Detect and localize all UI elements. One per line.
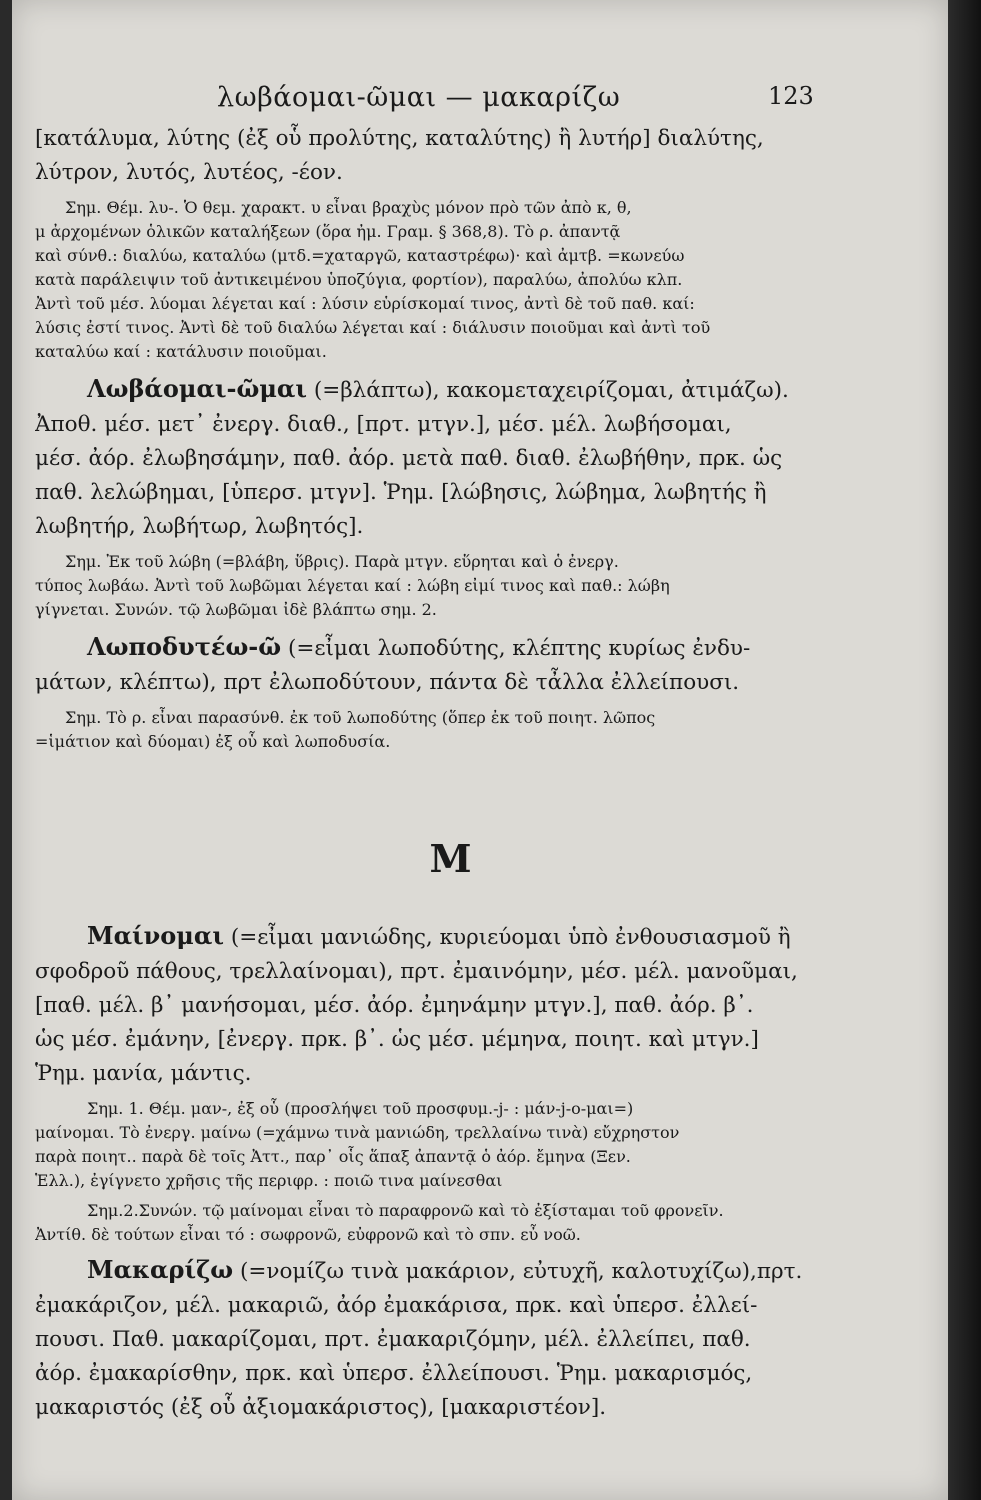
note-line: καταλύω καί : κατάλυσιν ποιοῦμαι.	[35, 342, 327, 361]
entry-first-line	[35, 1253, 865, 1289]
running-head: λωβάομαι-ῶμαι — μακαρίζω	[217, 82, 621, 113]
note-line: Σημ. 1. Θέμ. μαν-, ἐξ οὗ (προσλήψει τοῦ προσφυμ.-j- : μάν-j-ο-μαι=)	[87, 1099, 634, 1118]
entry-luo-continuation	[35, 122, 865, 364]
headword: Μαίνομαι	[87, 921, 224, 950]
entry-line: λύτρον, λυτός, λυτέος, -έον.	[35, 160, 343, 185]
note-line: μαίνομαι. Τὸ ἐνεργ. μαίνω (=χάμνω τινὰ μανιώδη, τρελλαίνω τινὰ) εὔχρηστον	[35, 1123, 680, 1142]
note-line: Σημ. Θέμ. λυ-. Ὁ θεμ. χαρακτ. υ εἶναι βραχὺς μόνον πρὸ τῶν ἀπὸ κ, θ,	[65, 198, 632, 217]
scan-right-edge	[948, 0, 981, 1500]
note-line: καὶ σύνθ.: διαλύω, καταλύω (μτδ.=χαταργῶ, καταστρέφω)· καὶ ἀμτβ. =κωνεύω	[35, 246, 685, 265]
entry-line: Ἀποθ. μέσ. μετ᾽ ἐνεργ. διαθ., [πρτ. μτγν.], μέσ. μέλ. λωβήσομαι,	[35, 412, 732, 437]
entry-line: (=εἶμαι μανιώδης, κυριεύομαι ὑπὸ ἐνθουσιασμοῦ ἢ	[230, 925, 791, 950]
entry-line: (=νομίζω τινὰ μακάριον, εὐτυχῆ, καλοτυχίζω),πρτ.	[239, 1259, 803, 1284]
entry-line: μάτων, κλέπτω), πρτ ἐλωποδύτουν, πάντα δὲ τἆλλα ἐλλείπουσι.	[35, 670, 740, 695]
note-line: Σημ.2.Συνών. τῷ μαίνομαι εἶναι τὸ παραφρονῶ καὶ τὸ ἐξίσταμαι τοῦ φρονεῖν.	[87, 1201, 724, 1220]
scan-left-edge	[0, 0, 12, 1500]
note-line: Ἀντὶ τοῦ μέσ. λύομαι λέγεται καί : λύσιν εὑρίσκομαί τινος, ἀντὶ δὲ τοῦ παθ. καί:	[35, 294, 695, 313]
entry-lopodyteo	[35, 630, 865, 754]
note-line: Σημ. Τὸ ρ. εἶναι παρασύνθ. ἐκ τοῦ λωποδύτης (ὅπερ ἐκ τοῦ ποιητ. λῶπος	[65, 708, 656, 727]
entry-line: μέσ. ἀόρ. ἐλωβησάμην, παθ. ἀόρ. μετὰ παθ. διαθ. ἐλωβήθην, πρκ. ὡς	[35, 446, 783, 471]
entry-first-line	[35, 919, 865, 955]
note-line: γίγνεται. Συνών. τῷ λωβῶμαι ἰδὲ βλάπτω σημ. 2.	[35, 600, 437, 619]
entry-makarizo	[35, 1253, 865, 1425]
entry-line: [κατάλυμα, λύτης (ἐξ οὗ προλύτης, καταλύτης) ἢ λυτήρ] διαλύτης,	[35, 126, 764, 151]
note-line: κατὰ παράλειψιν τοῦ ἀντικειμένου ὑποζύγια, φορτίον), παραλύω, ἀπολύω κλπ.	[35, 270, 683, 289]
entry-line: (=βλάπτω), κακομεταχειρίζομαι, ἀτιμάζω).	[313, 378, 789, 403]
note-line: Ἀντίθ. δὲ τούτων εἶναι τό : σωφρονῶ, εὐφρονῶ καὶ τὸ σπν. εὖ νοῶ.	[35, 1225, 581, 1244]
page-body	[35, 122, 865, 1425]
entry-line: σφοδροῦ πάθους, τρελλαίνομαι), πρτ. ἐμαινόμην, μέσ. μέλ. μανοῦμαι,	[35, 959, 798, 984]
entry-line: παθ. λελώβημαι, [ὑπερσ. μτγν]. Ῥημ. [λώβησις, λώβημα, λωβητής ἢ	[35, 480, 767, 505]
entry-line: ἐμακάριζον, μέλ. μακαριῶ, ἀόρ ἐμακάρισα, πρκ. καὶ ὑπερσ. ἐλλεί-	[35, 1293, 758, 1318]
headword: Λωβάομαι-ῶμαι	[87, 374, 307, 403]
note-line: τύπος λωβάω. Ἀντὶ τοῦ λωβῶμαι λέγεται καί : λώβη εἰμί τινος καὶ παθ.: λώβη	[35, 576, 670, 595]
section-letter: M	[429, 836, 471, 881]
entry-line: πουσι. Παθ. μακαρίζομαι, πρτ. ἐμακαριζόμην, μέλ. ἐλλείπει, παθ.	[35, 1327, 751, 1352]
note-line: παρὰ ποιητ.. παρὰ δὲ τοῖς Ἀττ., παρ᾽ οἷς ἅπαξ ἀπαντᾷ ὁ ἀόρ. ἔμηνα (Ξεν.	[35, 1147, 631, 1166]
entry-line: Ῥημ. μανία, μάντις.	[35, 1061, 252, 1086]
page-header	[12, 82, 948, 122]
entry-first-line	[35, 372, 865, 408]
note-line: Ἑλλ.), ἐγίγνετο χρῆσις τῆς περιφρ. : ποιῶ τινα μαίνεσθαι	[35, 1171, 503, 1190]
entry-line: ἀόρ. ἐμακαρίσθην, πρκ. καὶ ὑπερσ. ἐλλείπουσι. Ῥημ. μακαρισμός,	[35, 1361, 753, 1386]
book-page	[12, 0, 948, 1500]
entry-line: [παθ. μέλ. β᾽ μανήσομαι, μέσ. ἀόρ. ἐμηνάμην μτγν.], παθ. ἀόρ. β᾽.	[35, 993, 754, 1018]
note-line: Σημ. Ἐκ τοῦ λώβη (=βλάβη, ὕβρις). Παρὰ μτγν. εὕρηται καὶ ὁ ἐνεργ.	[65, 552, 619, 571]
note-line: λύσις ἐστί τινος. Ἀντὶ δὲ τοῦ διαλύω λέγεται καί : διάλυσιν ποιοῦμαι καὶ ἀντὶ τοῦ	[35, 318, 711, 337]
page-number: 123	[768, 82, 814, 110]
entry-first-line	[35, 630, 865, 666]
entry-mainomai	[35, 919, 865, 1247]
entry-lobaomai	[35, 372, 865, 622]
entry-line: ὡς μέσ. ἐμάνην, [ἐνεργ. πρκ. β᾽. ὡς μέσ. μέμηνα, ποιητ. καὶ μτγν.]	[35, 1027, 759, 1052]
entry-line: μακαριστός (ἐξ οὗ ἀξιομακάριστος), [μακαριστέον].	[35, 1395, 607, 1420]
note-line: μ ἀρχομένων ὁλικῶν καταλήξεων (ὅρα ἠμ. Γραμ. § 368,8). Τὸ ρ. ἀπαντᾷ	[35, 222, 621, 241]
note-line: =ἱμάτιον καὶ δύομαι) ἐξ οὗ καὶ λωποδυσία.	[35, 732, 391, 751]
entry-line: λωβητήρ, λωβήτωρ, λωβητός].	[35, 514, 364, 539]
headword: Μακαρίζω	[87, 1255, 234, 1284]
headword: Λωποδυτέω-ῶ	[87, 632, 282, 661]
entry-line: (=εἶμαι λωποδύτης, κλέπτης κυρίως ἐνδυ-	[287, 636, 751, 661]
